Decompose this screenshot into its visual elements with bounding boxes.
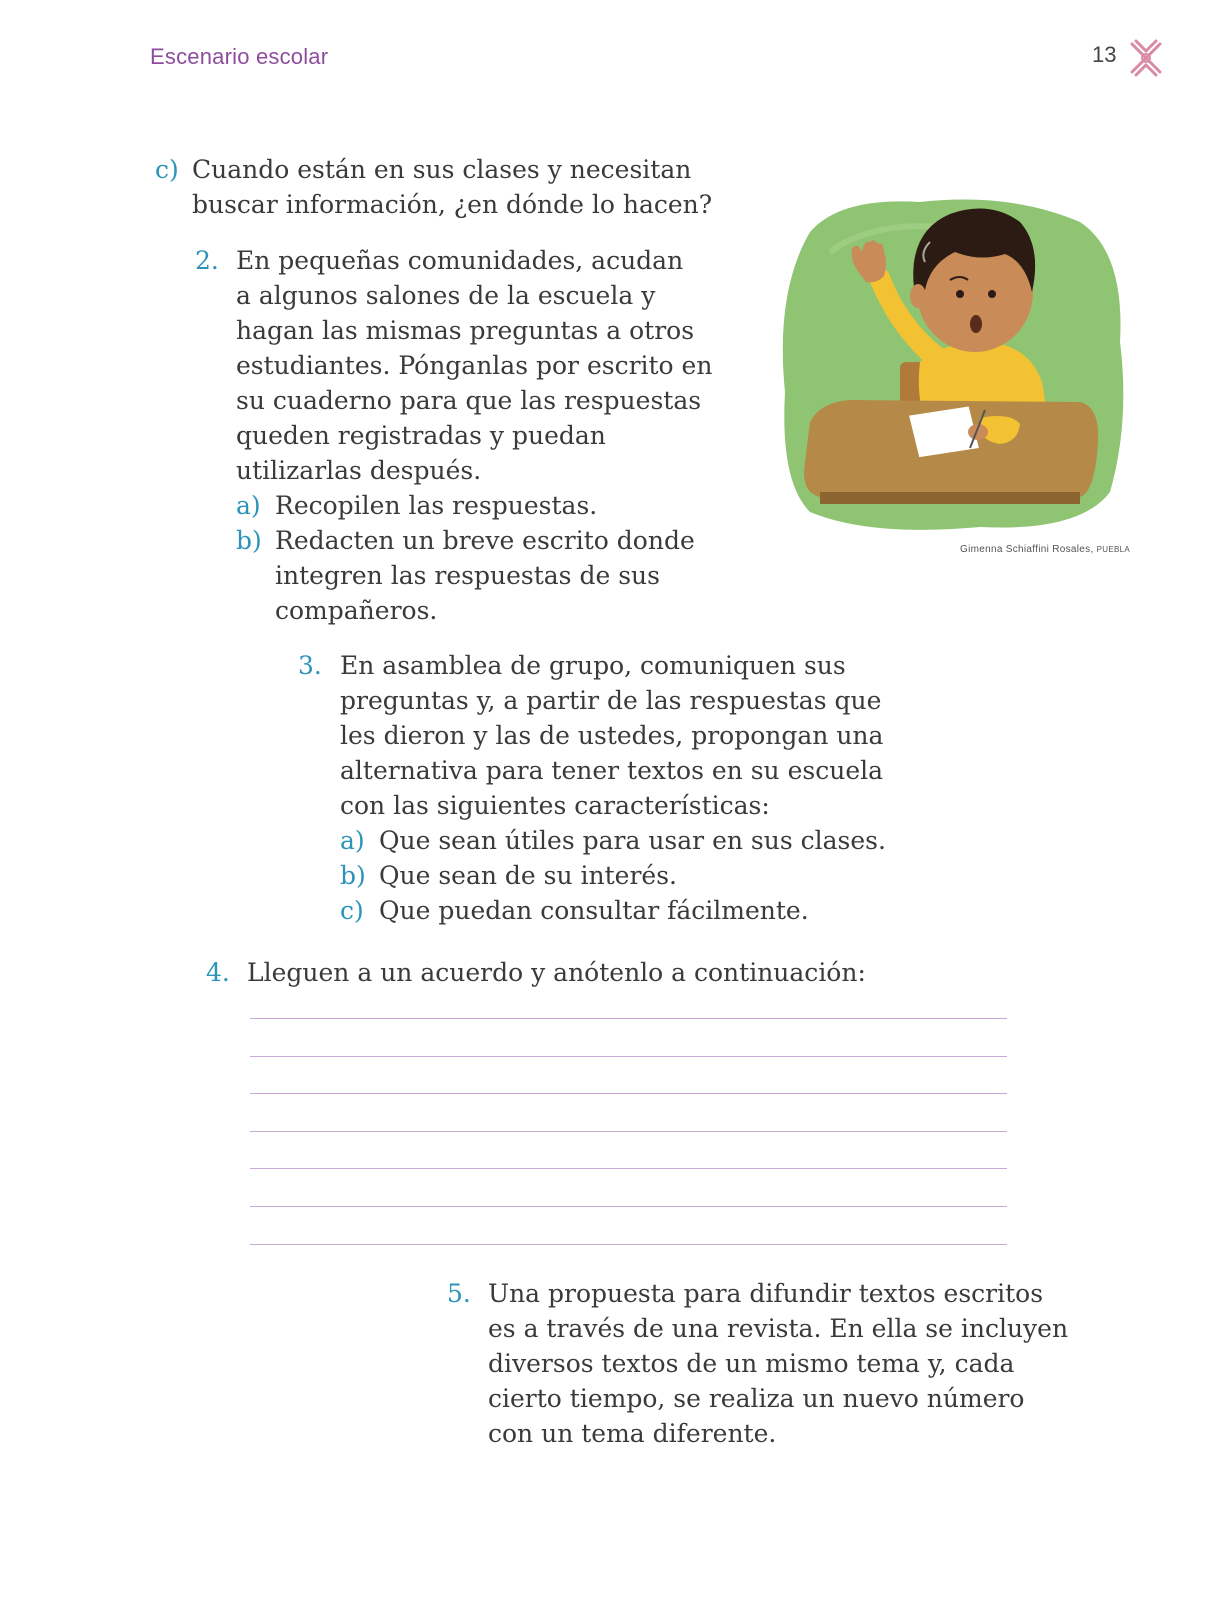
- item-5-line: Una propuesta para difundir textos escritos: [488, 1279, 1044, 1308]
- item-2-number: 2.: [195, 246, 219, 275]
- item-5-line: con un tema diferente.: [488, 1419, 777, 1448]
- item-4-number: 4.: [206, 958, 230, 987]
- item-5-number: 5.: [447, 1279, 471, 1308]
- subitem-label: a): [236, 491, 261, 520]
- item-2-line: estudiantes. Pónganlas por escrito en: [236, 351, 713, 380]
- credit-place: PUEBLA: [1096, 545, 1131, 554]
- item-5: [447, 1276, 1087, 1451]
- item-3-number: 3.: [298, 651, 322, 680]
- subitem-line: Que sean de su interés.: [379, 861, 677, 890]
- answer-line[interactable]: [250, 1018, 1007, 1019]
- item-3-line: preguntas y, a partir de las respuestas que: [340, 686, 882, 715]
- student-raising-hand-illustration: [780, 192, 1132, 534]
- answer-line[interactable]: [250, 1244, 1007, 1245]
- item-4: [206, 955, 1006, 990]
- item-2-line: a algunos salones de la escuela y: [236, 281, 656, 310]
- subitem-line: Que sean útiles para usar en sus clases.: [379, 826, 886, 855]
- item-2-subitem-b: [236, 523, 755, 628]
- x-star-logo-icon: [1126, 38, 1166, 78]
- item-3-subitem-c: [340, 893, 898, 928]
- item-5-line: diversos textos de un mismo tema y, cada: [488, 1349, 1015, 1378]
- subitem-label: a): [340, 826, 365, 855]
- subitem-label: c): [340, 896, 364, 925]
- item-2-line: queden registradas y puedan: [236, 421, 606, 450]
- subitem-line: Que puedan consultar fácilmente.: [379, 896, 809, 925]
- page-number: 13: [1092, 42, 1117, 67]
- subitem-line: Recopilen las respuestas.: [275, 491, 598, 520]
- item-c-label: c): [155, 155, 179, 184]
- item-c-line: Cuando están en sus clases y necesitan: [192, 155, 692, 184]
- subitem-line: integren las respuestas de sus: [275, 561, 660, 590]
- item-c-line: buscar información, ¿en dónde lo hacen?: [192, 190, 713, 219]
- item-2-line: su cuaderno para que las respuestas: [236, 386, 702, 415]
- answer-line[interactable]: [250, 1093, 1007, 1094]
- item-3-line: En asamblea de grupo, comuniquen sus: [340, 651, 846, 680]
- item-2-line: hagan las mismas preguntas a otros: [236, 316, 695, 345]
- subitem-label: b): [236, 526, 262, 555]
- item-2-line: En pequeñas comunidades, acudan: [236, 246, 684, 275]
- answer-writing-lines[interactable]: [250, 1018, 1007, 1281]
- answer-line[interactable]: [250, 1206, 1007, 1207]
- item-3-line: con las siguientes características:: [340, 791, 770, 820]
- subitem-line: Redacten un breve escrito donde: [275, 526, 695, 555]
- section-title: Escenario escolar: [150, 44, 329, 69]
- item-3: [298, 648, 898, 928]
- item-3-subitem-b: [340, 858, 898, 893]
- item-c-previous: [155, 152, 712, 222]
- item-3-line: les dieron y las de ustedes, propongan una: [340, 721, 884, 750]
- answer-line[interactable]: [250, 1056, 1007, 1057]
- answer-line[interactable]: [250, 1168, 1007, 1169]
- item-3-line: alternativa para tener textos en su escuela: [340, 756, 884, 785]
- item-5-line: es a través de una revista. En ella se incluyen: [488, 1314, 1069, 1343]
- item-5-line: cierto tiempo, se realiza un nuevo número: [488, 1384, 1025, 1413]
- item-2-subitem-a: [236, 488, 755, 523]
- item-4-line: Lleguen a un acuerdo y anótenlo a continuación:: [247, 958, 866, 987]
- answer-line[interactable]: [250, 1131, 1007, 1132]
- item-3-subitem-a: [340, 823, 898, 858]
- subitem-line: compañeros.: [275, 596, 438, 625]
- subitem-label: b): [340, 861, 366, 890]
- item-2: [195, 243, 755, 628]
- credit-name: Gimenna Schiaffini Rosales,: [960, 544, 1094, 555]
- illustration-credit: [960, 544, 1130, 555]
- item-2-line: utilizarlas después.: [236, 456, 482, 485]
